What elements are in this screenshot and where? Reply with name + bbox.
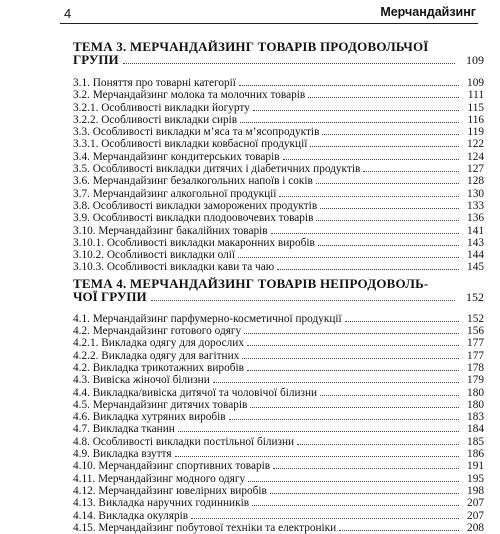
toc-entry-page-number: 143 [467,236,484,249]
dot-leader [239,85,459,86]
toc-entry-page-number: 109 [467,77,484,89]
toc-entry-page-number: 184 [467,423,484,436]
toc-entry-label: 3.2.2. Особливості викладки сирів [73,113,238,126]
toc-entry [73,362,488,374]
dot-leader [213,382,459,383]
dot-leader [123,63,455,64]
toc-entry-label: 4.2. Викладка трикотажних виробів [73,361,244,374]
dot-leader [240,122,459,123]
toc-entry [73,460,488,472]
toc-entry-label: 4.13. Викладка наручних годинників [73,497,250,510]
toc-entry-page-number: 208 [467,521,484,534]
toc-entry-label: 3.8. Особливості викладки заморожених продуктів [73,199,318,212]
dot-leader [277,269,459,270]
dot-leader [248,481,459,482]
dot-leader [178,431,459,432]
toc-entry-label: 4.5. Мерчандайзинг дитячих товарів [73,398,248,411]
toc-entry-page-number: 191 [467,460,484,473]
toc-entry [73,473,488,485]
toc-entry [73,399,488,411]
toc-entry-label: 3.10.2. Особливості викладки олії [73,249,236,262]
dot-leader [363,171,459,172]
toc-entry-label: 4.4. Викладка/вивіска дитячої та чоловічої білизни [73,386,318,399]
dot-leader [229,419,459,420]
toc-entry [73,200,488,212]
toc-entry-label: 3.10. Мерчандайзинг бакалійних товарів [73,224,268,237]
dot-leader [320,395,459,396]
dot-leader [271,233,459,234]
toc-entry-label: 3.10.1. Особливості викладки макаронних виробів [73,236,315,249]
dot-leader [250,407,459,408]
toc-entry-label: 4.2.1. Викладка одягу для дорослих [73,337,244,350]
toc-entry-page-number: 152 [467,312,484,325]
toc-entry-label: 4.8. Особливості викладки постільної білизни [73,435,295,448]
toc-entry-page-number: 207 [467,497,484,510]
toc-entry [73,448,488,460]
toc-entry-label: 3.7. Мерчандайзинг алкогольної продукції [73,187,277,200]
toc-entry-page-number: 136 [467,212,484,225]
toc-entry [73,522,488,534]
toc-entry [73,350,488,362]
section-page-number: 109 [466,53,484,67]
dot-leader [316,220,459,221]
toc-entry [73,151,488,163]
dot-leader [247,345,459,346]
dot-leader [318,245,459,246]
toc-entry-label: 3.4. Мерчандайзинг кондитерських товарів [73,150,280,163]
toc-entry-label: 4.6. Викладка хутряних виробів [73,411,226,424]
toc-entry [73,126,488,138]
toc-entry-page-number: 130 [467,187,484,200]
section-page-number: 152 [466,289,484,304]
toc-entry-page-number: 128 [467,175,484,188]
toc-entry-page-number: 177 [467,337,484,350]
page-header [60,4,478,24]
toc-entry-label: 3.2. Мерчандайзинг молока та молочних товарів [73,89,306,102]
dot-leader [175,456,459,457]
section-heading-topic-4 [73,277,488,304]
toc-entry-label: 4.12. Мерчандайзинг ювелірних виробів [73,484,267,497]
toc-entry-page-number: 133 [467,199,484,212]
toc-entry-label: 4.2.2. Викладка одягу для вагітних [73,349,240,362]
toc-entry-page-number: 141 [467,224,484,237]
toc-entry [73,237,488,249]
toc-entry-label: 4.9. Викладка взуття [73,448,172,461]
toc-entry-page-number: 124 [467,150,484,163]
dot-leader [242,358,459,359]
toc-entry [73,225,488,237]
toc-entry [73,313,488,325]
toc-entry-page-number: 183 [467,411,484,424]
toc-entry-page-number: 178 [467,361,484,374]
toc-entry-page-number: 186 [467,448,484,461]
toc-entry-page-number: 207 [467,509,484,522]
table-of-contents [73,40,488,534]
toc-entry [73,411,488,423]
dot-leader [345,321,459,322]
toc-entry-label: 4.10. Мерчандайзинг спортивних товарів [73,460,271,473]
toc-entry [73,423,488,435]
toc-entry [73,374,488,386]
dot-leader [238,257,459,258]
toc-entry-page-number: 179 [467,374,484,387]
toc-entry-page-number: 198 [467,484,484,497]
section-title-line2: ЧОЇ ГРУПИ [73,288,147,304]
dot-leader [297,444,459,445]
toc-entry [73,497,488,509]
dot-leader [244,333,459,334]
toc-entry [73,89,488,101]
toc-entry-label: 4.2. Мерчандайзинг готового одягу [73,325,242,338]
toc-entry-label: 4.14. Викладка окулярів [73,509,189,522]
dot-leader [252,505,459,506]
toc-entry [73,138,488,150]
toc-entry [73,114,488,126]
toc-entry-page-number: 145 [467,261,484,274]
toc-entry-label: 4.15. Мерчандайзинг побутової техніки та електроніки [73,521,337,534]
toc-entry-page-number: 177 [467,349,484,362]
toc-entry-page-number: 156 [467,325,484,338]
toc-entry [73,436,488,448]
toc-entry [73,337,488,349]
dot-leader [247,370,459,371]
toc-entry-label: 3.10.3. Особливості викладки кави та чаю [73,261,275,274]
toc-entry-page-number: 116 [467,113,484,126]
toc-entry [73,261,488,273]
toc-entry-label: 4.3. Вивіска жіночої білизни [73,374,210,387]
dot-leader [151,300,455,301]
dot-leader [322,134,459,135]
toc-entry-page-number: 122 [467,138,484,151]
dot-leader [310,146,459,147]
dot-leader [339,530,459,531]
toc-entry [73,249,488,261]
toc-entry-label: 3.3.1. Особливості викладки ковбасної продукції [73,138,308,151]
toc-entry-page-number: 119 [467,126,484,139]
header-rule [60,23,478,24]
dot-leader [191,518,459,519]
dot-leader [283,159,459,160]
section-title-line1: ТЕМА 3. МЕРЧАНДАЙЗИНГ ТОВАРІВ ПРОДОВОЛЬЧОЇ [73,39,429,54]
toc-entry [73,175,488,187]
page-number: 4 [64,6,72,21]
dot-leader [273,468,459,469]
section-title-line2: ГРУПИ [73,52,119,67]
dot-leader [279,196,459,197]
dot-leader [316,183,459,184]
toc-entry [73,387,488,399]
toc-entry-label: 3.5. Особливості викладки дитячих і діабетичних продуктів [73,163,361,176]
toc-entry-label: 3.3. Особливості викладки м’яса та м’ясопродуктів [73,126,320,139]
toc-entry-label: 4.1. Мерчандайзинг парфумерно-косметичної продукції [73,312,342,325]
toc-entry [73,212,488,224]
toc-entry [73,325,488,337]
section-title-line1: ТЕМА 4. МЕРЧАНДАЙЗИНГ ТОВАРІВ НЕПРОДОВОЛЬ- [73,275,429,291]
toc-entry-page-number: 144 [467,249,484,262]
toc-entry-page-number: 180 [467,386,484,399]
toc-entry [73,188,488,200]
toc-entry [73,102,488,114]
running-title: Мерчандайзинг [380,5,476,19]
dot-leader [270,493,459,494]
dot-leader [308,97,459,98]
section-entries-topic-3 [73,77,488,274]
toc-entry-page-number: 111 [467,89,484,102]
toc-entry-page-number: 115 [467,101,484,114]
toc-entry-page-number: 185 [467,435,484,448]
toc-entry-label: 3.1. Поняття про товарні категорії [73,77,236,89]
toc-entry-page-number: 180 [467,398,484,411]
toc-entry [73,510,488,522]
toc-entry [73,77,488,89]
dot-leader [253,110,459,111]
toc-entry-label: 3.2.1. Особливості викладки йогурту [73,101,250,114]
section-entries-topic-4 [73,313,488,534]
toc-entry [73,163,488,175]
toc-entry-page-number: 127 [467,163,484,176]
toc-entry-label: 4.7. Викладка тканин [73,423,175,436]
toc-entry-label: 3.6. Мерчандайзинг безалкогольних напоїв і соків [73,175,313,188]
toc-entry-label: 4.11. Мерчандайзинг модного одягу [73,472,246,485]
dot-leader [320,208,459,209]
toc-entry-page-number: 195 [467,472,484,485]
section-heading-topic-3 [73,40,488,67]
toc-entry-label: 3.9. Особливості викладки плодоовочевих товарів [73,212,314,225]
toc-entry [73,485,488,497]
